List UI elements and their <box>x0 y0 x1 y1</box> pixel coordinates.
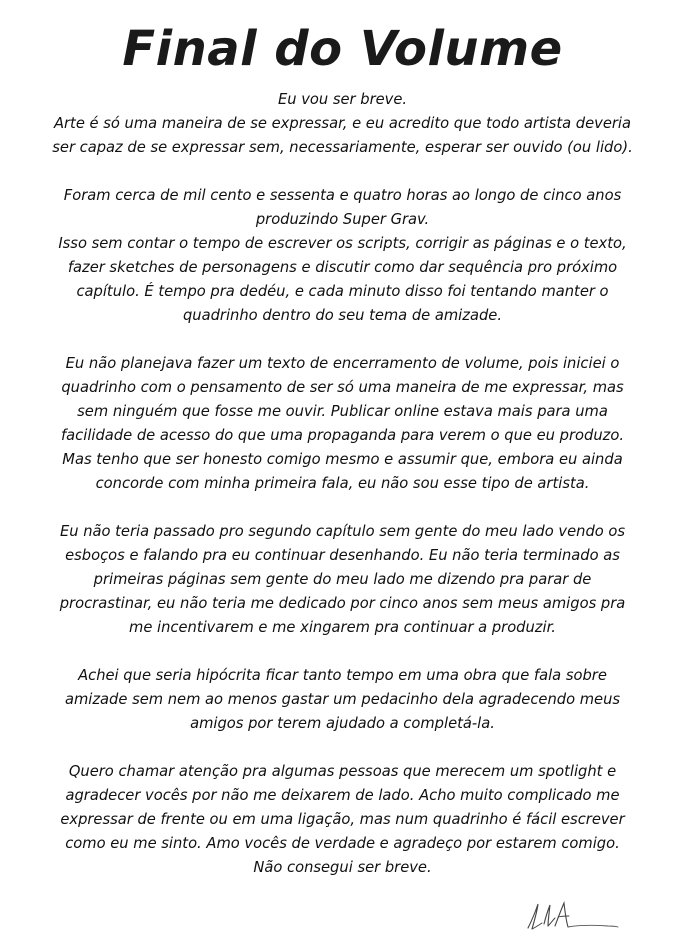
text-line: Eu não teria passado pro segundo capítulo sem gente do meu lado vendo os <box>59 523 626 540</box>
text-line: Eu vou ser breve. <box>277 91 408 108</box>
paragraph-5 <box>10 664 675 736</box>
handwritten-signature-icon <box>520 898 620 934</box>
text-line: produzindo Super Grav. <box>255 211 430 228</box>
text-line: primeiras páginas sem gente do meu lado me dizendo pra parar de <box>93 571 592 588</box>
text-line: como eu me sinto. Amo vocês de verdade e agradeço por estarem comigo. <box>65 835 620 852</box>
paragraph-4 <box>10 520 675 640</box>
text-line: amigos por terem ajudado a completá-la. <box>190 715 495 732</box>
text-line: Isso sem contar o tempo de escrever os scripts, corrigir as páginas e o texto, <box>58 235 627 252</box>
paragraph-gap <box>10 160 675 184</box>
text-line: amizade sem nem ao menos gastar um pedacinho dela agradecendo meus <box>64 691 621 708</box>
body-text <box>10 88 675 880</box>
text-line: quadrinho com o pensamento de ser só uma maneira de me expressar, mas <box>61 379 624 396</box>
page-title: Final do Volume <box>122 21 563 77</box>
paragraph-2 <box>10 184 675 328</box>
text-line: Arte é só uma maneira de se expressar, e eu acredito que todo artista deveria <box>53 115 632 132</box>
text-line: procrastinar, eu não teria me dedicado por cinco anos sem meus amigos pra <box>59 595 626 612</box>
text-line: Foram cerca de mil cento e sessenta e quatro horas ao longo de cinco anos <box>63 187 622 204</box>
text-line: fazer sketches de personagens e discutir como dar sequência pro próximo <box>67 259 618 276</box>
text-line: expressar de frente ou em uma ligação, mas num quadrinho é fácil escrever <box>60 811 625 828</box>
paragraph-gap <box>10 640 675 664</box>
text-line: me incentivarem e me xingarem pra continuar a produzir. <box>129 619 556 636</box>
text-line: Não consegui ser breve. <box>253 859 432 876</box>
text-line: ser capaz de se expressar sem, necessariamente, esperar ser ouvido (ou lido). <box>52 139 633 156</box>
text-line: concorde com minha primeira fala, eu não sou esse tipo de artista. <box>95 475 590 492</box>
text-line: agradecer vocês por não me deixarem de lado. Acho muito complicado me <box>65 787 620 804</box>
text-line: Achei que seria hipócrita ficar tanto tempo em uma obra que fala sobre <box>78 667 607 684</box>
paragraph-gap <box>10 328 675 352</box>
paragraph-gap <box>10 496 675 520</box>
paragraph-6 <box>10 760 675 880</box>
text-line: Quero chamar atenção pra algumas pessoas que merecem um spotlight e <box>68 763 617 780</box>
text-line: Eu não planejava fazer um texto de encerramento de volume, pois iniciei o <box>65 355 620 372</box>
text-line: esboços e falando pra eu continuar desenhando. Eu não teria terminado as <box>65 547 620 564</box>
paragraph-3 <box>10 352 675 496</box>
text-line: capítulo. É tempo pra dedéu, e cada minuto disso foi tentando manter o <box>76 283 609 300</box>
paragraph-1 <box>10 88 675 160</box>
text-line: facilidade de acesso do que uma propaganda para verem o que eu produzo. <box>61 427 624 444</box>
paragraph-gap <box>10 736 675 760</box>
text-line: quadrinho dentro do seu tema de amizade. <box>182 307 503 324</box>
text-line: sem ninguém que fosse me ouvir. Publicar online estava mais para uma <box>77 403 608 420</box>
text-line: Mas tenho que ser honesto comigo mesmo e assumir que, embora eu ainda <box>62 451 623 468</box>
